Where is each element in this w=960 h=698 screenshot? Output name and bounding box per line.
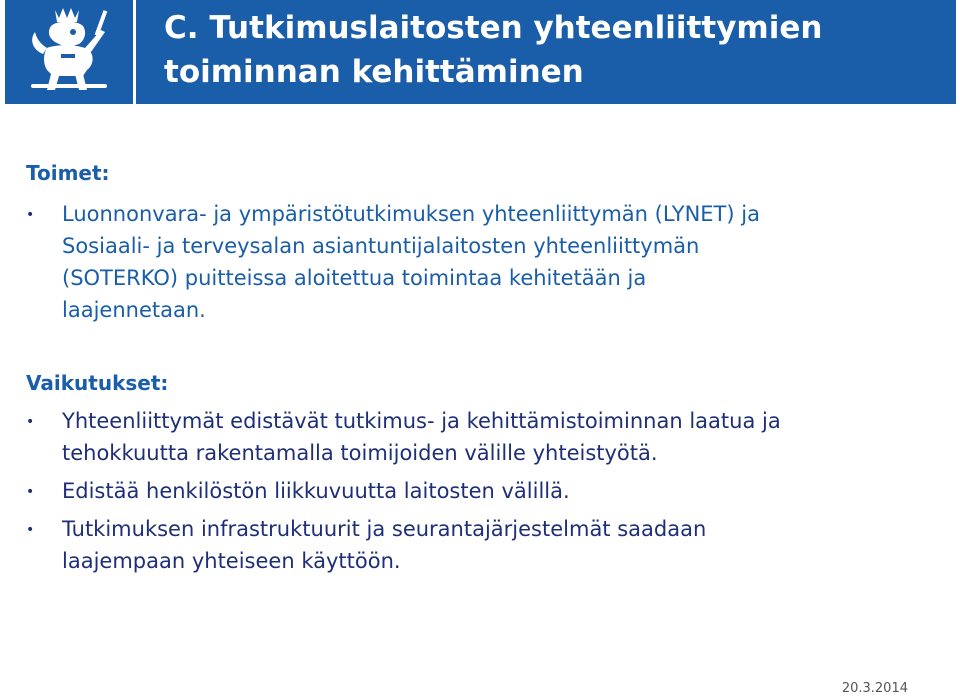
finnish-lion-coat-of-arms-icon (17, 4, 121, 100)
vaikutukset-item-text: Edistää henkilöstön liikkuvuutta laitosten välillä. (62, 479, 570, 503)
bullet-dot: • (26, 484, 35, 500)
list-item (26, 513, 816, 577)
title-line-2: toiminnan kehittäminen (164, 54, 584, 90)
list-item (26, 475, 926, 507)
list-item (26, 198, 786, 326)
vaikutukset-heading: Vaikutukset: (26, 371, 169, 395)
slide-title (164, 6, 822, 94)
list-item (26, 405, 886, 469)
vaikutukset-item-text: Yhteenliittymät edistävät tutkimus- ja kehittämistoiminnan laatua ja tehokkuutta rakentamalla toimijoiden välille yhteistyötä. (62, 409, 781, 465)
header-band (0, 0, 960, 108)
slide-date: 20.3.2014 (841, 681, 908, 696)
toimet-heading: Toimet: (26, 161, 110, 185)
bullet-dot: • (26, 414, 35, 430)
toimet-item-text: Luonnonvara- ja ympäristötutkimuksen yhteenliittymän (LYNET) ja Sosiaali- ja terveysalan asiantuntijalaitosten yhteenliittymän (SOTERKO) puitteissa aloitettua toimintaa kehitetään ja laajennetaan. (62, 202, 760, 322)
title-banner (136, 0, 956, 104)
bullet-dot: • (26, 522, 35, 538)
title-line-1: C. Tutkimuslaitosten yhteenliittymien (164, 10, 823, 46)
logo (5, 0, 133, 104)
bullet-dot: • (26, 207, 35, 223)
vaikutukset-item-text: Tutkimuksen infrastruktuurit ja seurantajärjestelmät saadaan laajempaan yhteiseen käyttöön. (62, 517, 707, 573)
